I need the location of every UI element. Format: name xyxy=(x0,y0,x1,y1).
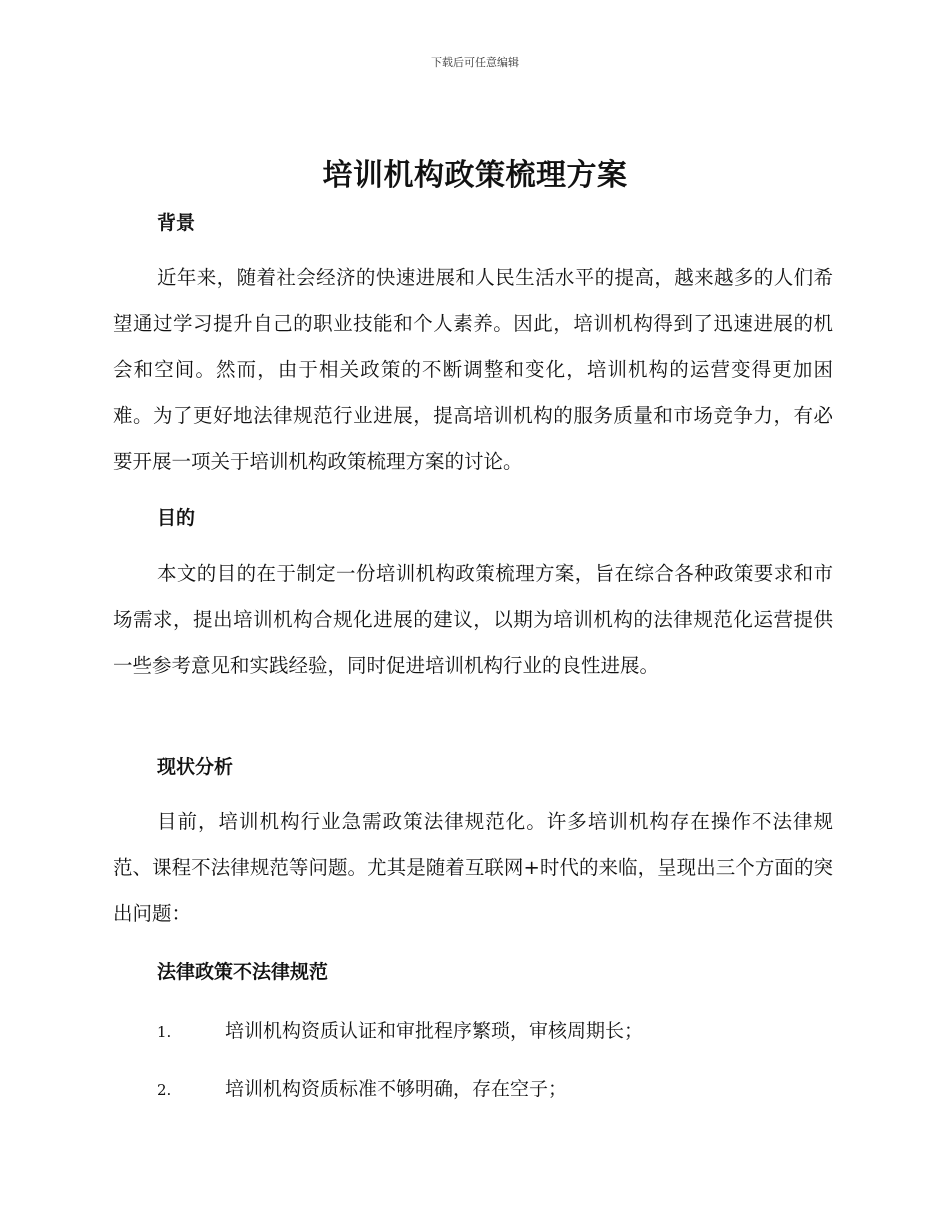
section-heading-background: 背景 xyxy=(157,212,196,234)
section-heading-purpose: 目的 xyxy=(157,507,196,529)
list-item-number: 2. xyxy=(157,1081,172,1099)
list-item-text: 培训机构资质认证和审批程序繁琐，审核周期长； xyxy=(225,1020,644,1042)
list-item-number: 1. xyxy=(157,1023,172,1041)
running-header: 下载后可任意编辑 xyxy=(431,56,519,69)
section-paragraph-background: 近年来，随着社会经济的快速进展和人民生活水平的提高，越来越多的人们希望通过学习提升自己的职业技能和个人素养。因此，培训机构得到了迅速进展的机会和空间。然而，由于相关政策的不断调整和变化，培训机构的运营变得更加困难。为了更好地法律规范行业进展，提高培训机构的服务质量和市场竞争力，有必要开展一项关于培训机构政策梳理方案的讨论。 xyxy=(113,266,833,473)
section-paragraph-status-analysis: 目前，培训机构行业急需政策法律规范化。许多培训机构存在操作不法律规范、课程不法律规范等问题。尤其是随着互联网+时代的来临，呈现出三个方面的突出问题： xyxy=(113,810,833,925)
section-paragraph-purpose: 本文的目的在于制定一份培训机构政策梳理方案，旨在综合各种政策要求和市场需求，提出培训机构合规化进展的建议，以期为培训机构的法律规范化运营提供一些参考意见和实践经验，同时促进培训机构行业的良性进展。 xyxy=(113,562,833,677)
section-heading-legal-policy: 法律政策不法律规范 xyxy=(157,961,329,983)
list-item-text: 培训机构资质标准不够明确，存在空子； xyxy=(225,1078,568,1100)
document-title: 培训机构政策梳理方案 xyxy=(322,158,628,193)
list-item xyxy=(157,1074,837,1101)
list-item xyxy=(157,1016,837,1043)
section-heading-status-analysis: 现状分析 xyxy=(157,756,234,778)
